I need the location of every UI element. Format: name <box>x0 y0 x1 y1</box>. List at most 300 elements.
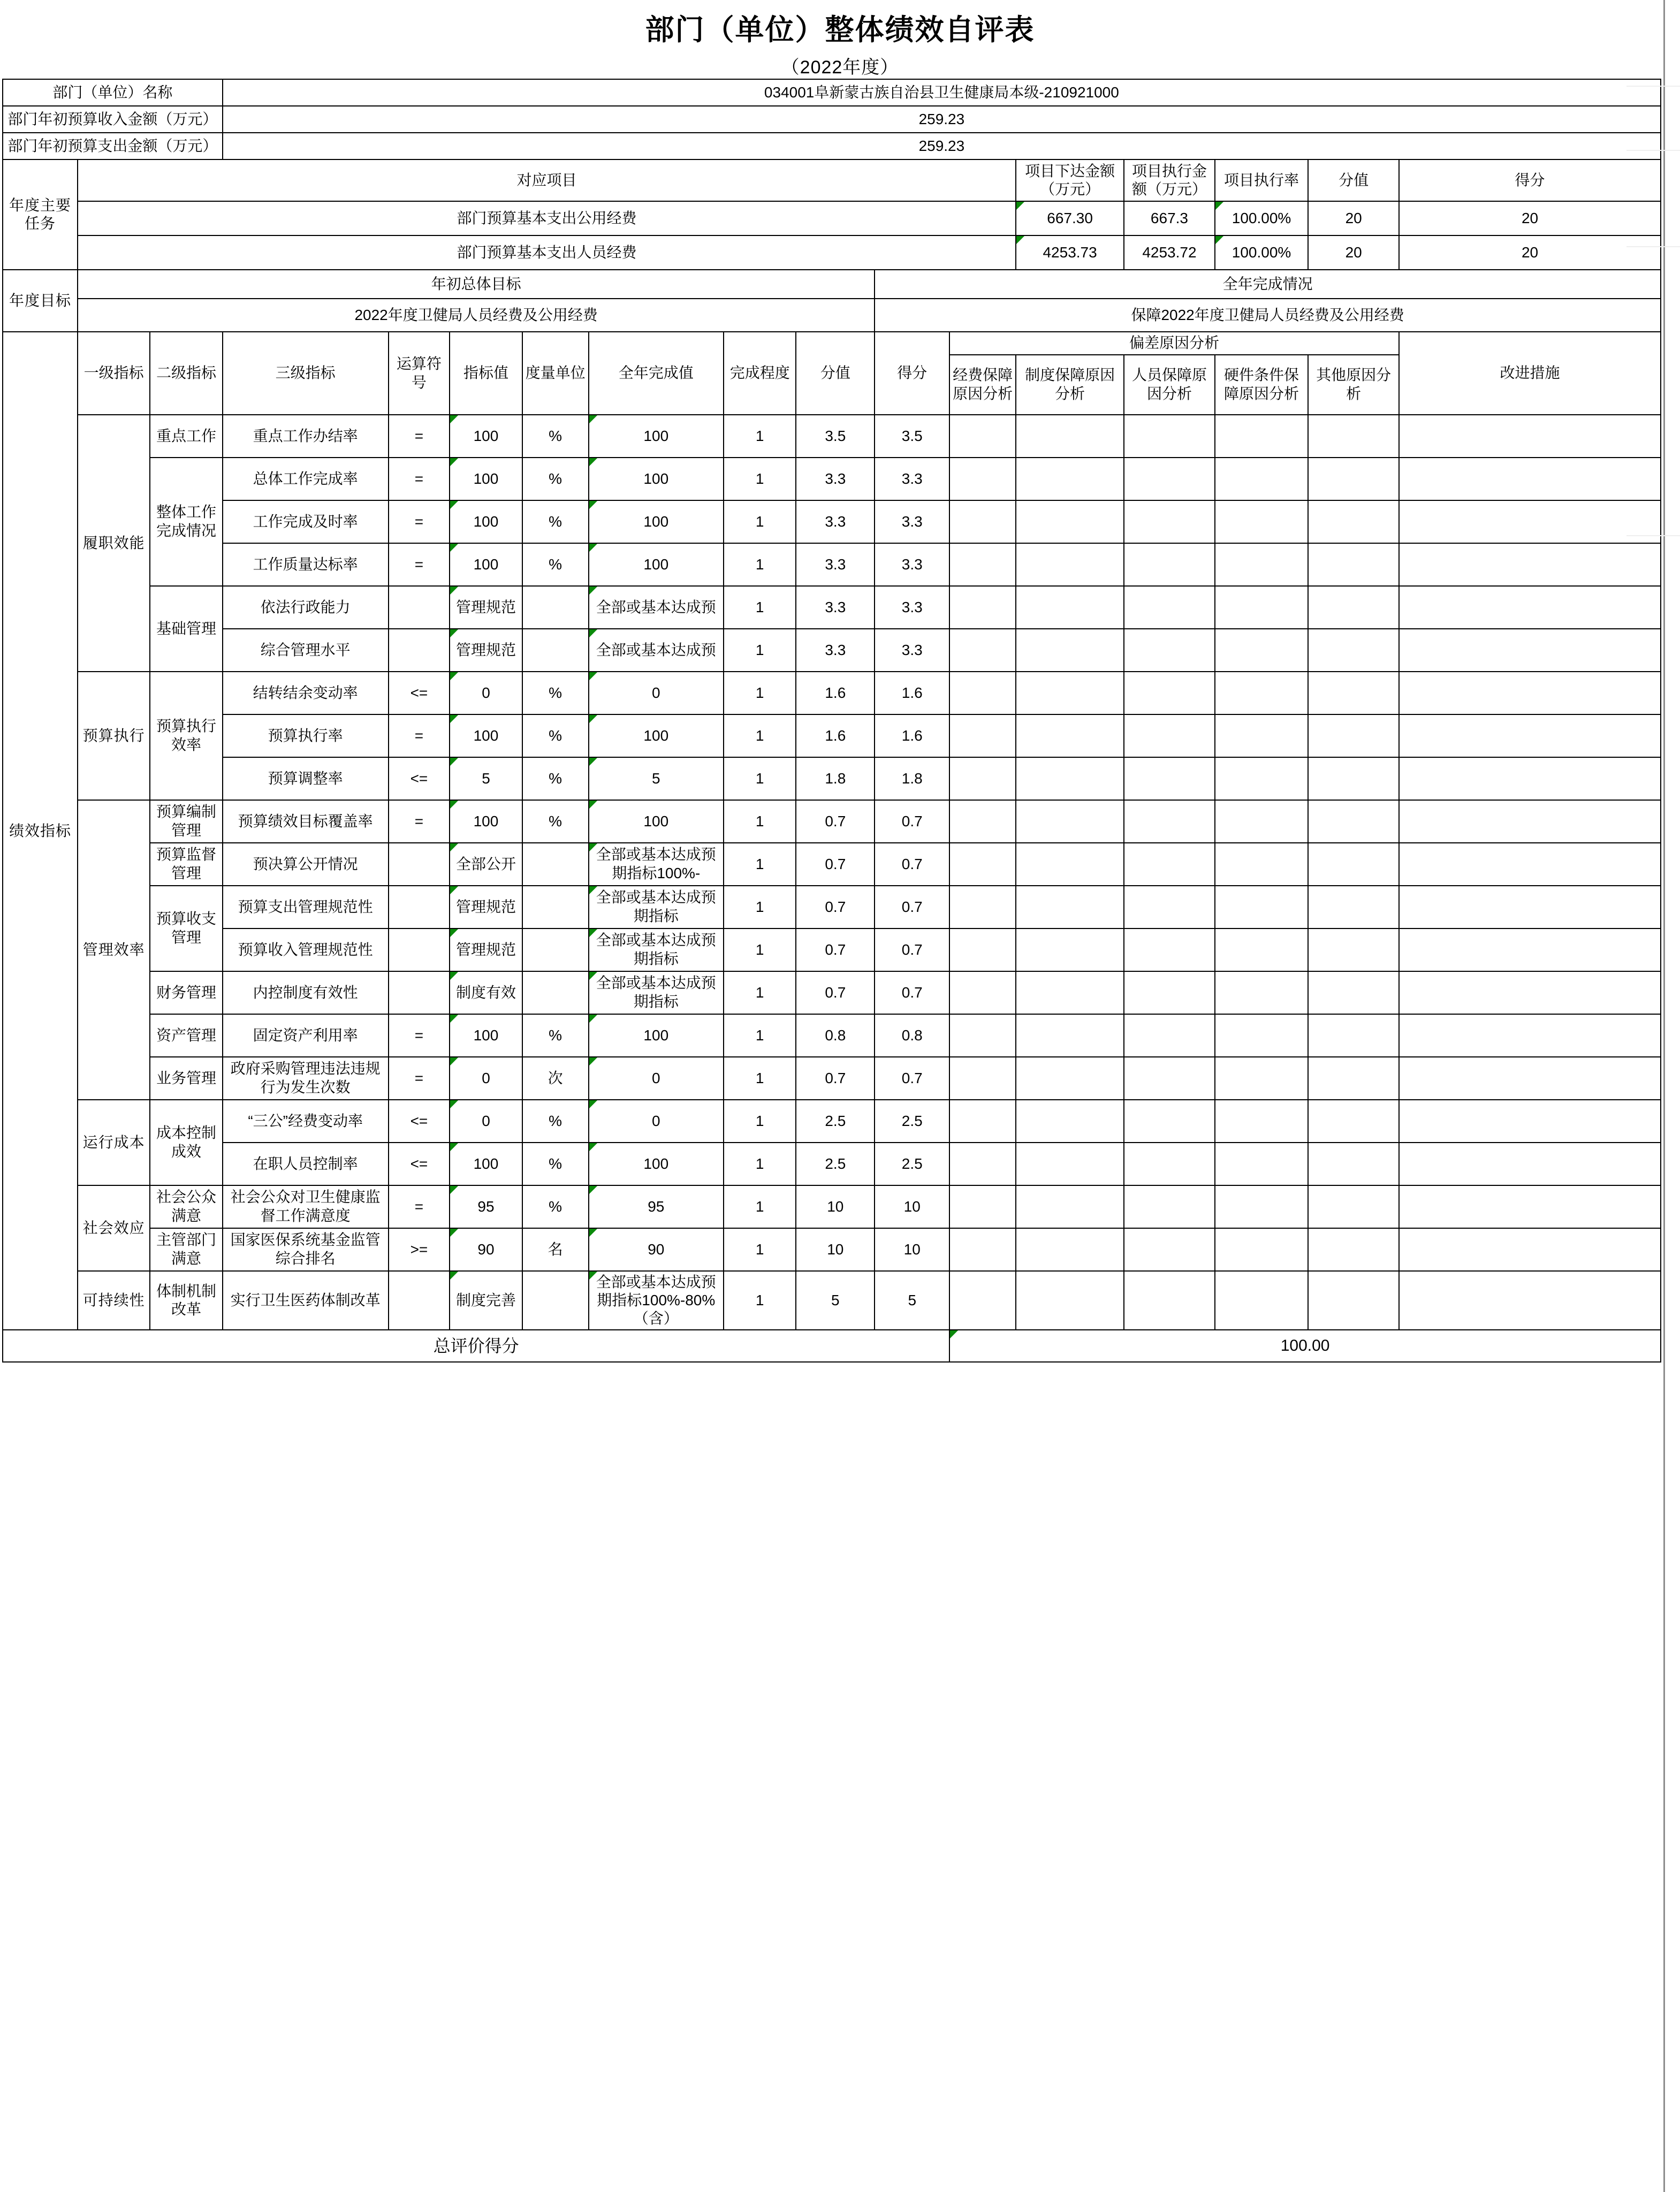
indicator-completion-degree: 1 <box>724 586 796 629</box>
indicator-score: 3.3 <box>875 629 949 672</box>
indicator-unit: % <box>522 1100 589 1143</box>
indicator-actual-value: 0 <box>589 672 724 714</box>
indicator-operator: <= <box>389 757 450 800</box>
indicator-header-target: 指标值 <box>450 332 522 414</box>
indicator-deviation-funding <box>949 1014 1016 1057</box>
indicator-deviation-funding <box>949 500 1016 543</box>
indicator-deviation-personnel <box>1124 1271 1215 1330</box>
table-row <box>3 672 1661 714</box>
indicator-level2: 主管部门满意 <box>150 1228 222 1271</box>
indicator-score: 2.5 <box>875 1143 949 1185</box>
indicator-level1: 运行成本 <box>78 1100 150 1185</box>
indicator-target-value: 100 <box>450 1014 522 1057</box>
indicator-level3: 实行卫生医药体制改革 <box>223 1271 389 1330</box>
indicator-deviation-other <box>1308 971 1399 1014</box>
table-row <box>3 886 1661 928</box>
annual-task-executed-amount: 667.3 <box>1124 201 1215 235</box>
indicator-deviation-hardware <box>1215 971 1308 1014</box>
indicator-operator: = <box>389 800 450 843</box>
indicator-level1: 管理效率 <box>78 800 150 1100</box>
indicator-level3: 预算绩效目标覆盖率 <box>223 800 389 843</box>
annual-tasks-row-label: 年度主要任务 <box>3 159 78 270</box>
indicator-target-value: 100 <box>450 458 522 500</box>
indicator-weight: 10 <box>796 1228 875 1271</box>
indicator-deviation-other <box>1308 714 1399 757</box>
indicator-improvement <box>1399 1057 1661 1100</box>
indicator-deviation-hardware <box>1215 458 1308 500</box>
table-row <box>3 332 1661 354</box>
indicator-target-value: 0 <box>450 1100 522 1143</box>
indicator-deviation-other <box>1308 843 1399 886</box>
indicator-level2: 预算收支管理 <box>150 886 222 971</box>
indicator-score: 10 <box>875 1185 949 1228</box>
indicator-deviation-hardware <box>1215 928 1308 971</box>
indicator-deviation-hardware <box>1215 1185 1308 1228</box>
indicator-deviation-other <box>1308 543 1399 586</box>
indicator-weight: 0.7 <box>796 843 875 886</box>
info-label-0: 部门（单位）名称 <box>3 79 223 106</box>
indicator-level2: 基础管理 <box>150 586 222 672</box>
indicator-deviation-system <box>1016 500 1124 543</box>
indicator-header-deviation-hardware: 硬件条件保障原因分析 <box>1215 355 1308 415</box>
indicator-weight: 0.8 <box>796 1014 875 1057</box>
indicator-completion-degree: 1 <box>724 458 796 500</box>
indicator-score: 0.7 <box>875 886 949 928</box>
indicator-deviation-personnel <box>1124 458 1215 500</box>
info-label-2: 部门年初预算支出金额（万元） <box>3 133 223 159</box>
info-value-1: 259.23 <box>223 106 1661 133</box>
indicator-unit: 次 <box>522 1057 589 1100</box>
indicator-score: 1.6 <box>875 714 949 757</box>
indicator-unit: % <box>522 757 589 800</box>
indicator-deviation-funding <box>949 928 1016 971</box>
table-row <box>3 586 1661 629</box>
indicator-header-deviation-group: 偏差原因分析 <box>949 332 1399 354</box>
indicator-completion-degree: 1 <box>724 543 796 586</box>
annual-task-executed-amount: 4253.72 <box>1124 235 1215 270</box>
indicator-score: 1.8 <box>875 757 949 800</box>
indicator-deviation-hardware <box>1215 1271 1308 1330</box>
indicator-level3: 预算收入管理规范性 <box>223 928 389 971</box>
indicator-operator <box>389 971 450 1014</box>
indicator-level3: 总体工作完成率 <box>223 458 389 500</box>
indicator-deviation-system <box>1016 843 1124 886</box>
indicator-completion-degree: 1 <box>724 1014 796 1057</box>
indicator-deviation-system <box>1016 1014 1124 1057</box>
indicator-unit <box>522 928 589 971</box>
indicator-header-weight: 分值 <box>796 332 875 414</box>
indicator-operator <box>389 629 450 672</box>
indicator-target-value: 100 <box>450 500 522 543</box>
annual-goals-row-label: 年度目标 <box>3 270 78 332</box>
indicator-level3: 内控制度有效性 <box>223 971 389 1014</box>
indicator-improvement <box>1399 1228 1661 1271</box>
indicator-level3: 预算调整率 <box>223 757 389 800</box>
indicator-deviation-system <box>1016 1228 1124 1271</box>
indicators-row-label: 绩效指标 <box>3 332 78 1330</box>
indicator-header-level2: 二级指标 <box>150 332 222 414</box>
indicator-header-level3: 三级指标 <box>223 332 389 414</box>
table-row <box>3 757 1661 800</box>
indicator-score: 0.7 <box>875 928 949 971</box>
indicator-deviation-system <box>1016 1057 1124 1100</box>
indicator-deviation-personnel <box>1124 757 1215 800</box>
indicator-deviation-other <box>1308 1100 1399 1143</box>
table-row <box>3 500 1661 543</box>
table-row <box>3 79 1661 106</box>
indicator-deviation-personnel <box>1124 928 1215 971</box>
indicator-score: 0.7 <box>875 800 949 843</box>
indicator-deviation-personnel <box>1124 971 1215 1014</box>
annual-tasks-weight-header: 分值 <box>1308 159 1399 201</box>
indicator-weight: 0.7 <box>796 928 875 971</box>
indicator-improvement <box>1399 714 1661 757</box>
indicator-unit <box>522 586 589 629</box>
indicator-operator <box>389 843 450 886</box>
indicator-deviation-hardware <box>1215 543 1308 586</box>
indicator-deviation-hardware <box>1215 800 1308 843</box>
indicator-level2: 业务管理 <box>150 1057 222 1100</box>
indicator-deviation-system <box>1016 714 1124 757</box>
indicator-weight: 3.3 <box>796 629 875 672</box>
table-row <box>3 1057 1661 1100</box>
indicator-deviation-system <box>1016 886 1124 928</box>
indicator-improvement <box>1399 415 1661 458</box>
indicator-weight: 3.3 <box>796 586 875 629</box>
indicator-deviation-hardware <box>1215 886 1308 928</box>
indicator-score: 10 <box>875 1228 949 1271</box>
indicator-deviation-personnel <box>1124 1057 1215 1100</box>
performance-self-evaluation-table <box>2 79 1661 1363</box>
annual-task-execution-rate: 100.00% <box>1215 235 1308 270</box>
annual-tasks-executed-header: 项目执行金额（万元） <box>1124 159 1215 201</box>
indicator-header-deviation-other: 其他原因分析 <box>1308 355 1399 415</box>
indicator-deviation-personnel <box>1124 886 1215 928</box>
indicator-deviation-system <box>1016 971 1124 1014</box>
indicator-deviation-hardware <box>1215 672 1308 714</box>
indicator-score: 3.3 <box>875 543 949 586</box>
edge-grid-line <box>1626 535 1680 536</box>
annual-goals-completion-header: 全年完成情况 <box>875 270 1661 299</box>
indicator-unit: % <box>522 1185 589 1228</box>
indicator-completion-degree: 1 <box>724 757 796 800</box>
indicator-operator <box>389 928 450 971</box>
indicator-deviation-other <box>1308 800 1399 843</box>
indicator-level3: 工作质量达标率 <box>223 543 389 586</box>
indicator-target-value: 100 <box>450 543 522 586</box>
indicator-level3: 依法行政能力 <box>223 586 389 629</box>
indicator-level2: 预算监督管理 <box>150 843 222 886</box>
indicator-improvement <box>1399 586 1661 629</box>
info-value-0: 034001阜新蒙古族自治县卫生健康局本级-210921000 <box>223 79 1661 106</box>
indicator-operator: = <box>389 1057 450 1100</box>
indicator-target-value: 100 <box>450 415 522 458</box>
indicator-deviation-other <box>1308 1057 1399 1100</box>
indicator-deviation-other <box>1308 629 1399 672</box>
indicator-weight: 0.7 <box>796 886 875 928</box>
indicator-target-value: 管理规范 <box>450 886 522 928</box>
indicator-improvement <box>1399 500 1661 543</box>
indicator-completion-degree: 1 <box>724 500 796 543</box>
indicator-operator: = <box>389 458 450 500</box>
table-row <box>3 928 1661 971</box>
indicator-actual-value: 100 <box>589 1014 724 1057</box>
indicator-score: 0.8 <box>875 1014 949 1057</box>
indicator-actual-value: 90 <box>589 1228 724 1271</box>
indicator-deviation-funding <box>949 1271 1016 1330</box>
indicator-operator <box>389 1271 450 1330</box>
indicator-level1: 预算执行 <box>78 672 150 800</box>
indicator-weight: 5 <box>796 1271 875 1330</box>
indicator-level3: 固定资产利用率 <box>223 1014 389 1057</box>
indicator-header-unit: 度量单位 <box>522 332 589 414</box>
indicator-header-deviation-personnel: 人员保障原因分析 <box>1124 355 1215 415</box>
annual-task-score: 20 <box>1399 235 1661 270</box>
indicator-weight: 3.3 <box>796 500 875 543</box>
indicator-deviation-other <box>1308 415 1399 458</box>
indicator-score: 2.5 <box>875 1100 949 1143</box>
indicator-deviation-hardware <box>1215 415 1308 458</box>
indicator-target-value: 100 <box>450 714 522 757</box>
indicator-deviation-personnel <box>1124 1228 1215 1271</box>
indicator-unit <box>522 843 589 886</box>
indicator-unit <box>522 886 589 928</box>
indicator-operator: <= <box>389 1100 450 1143</box>
indicator-deviation-funding <box>949 1143 1016 1185</box>
indicator-score: 3.3 <box>875 586 949 629</box>
indicator-operator <box>389 886 450 928</box>
indicator-level3: 重点工作办结率 <box>223 415 389 458</box>
indicator-level1: 社会效应 <box>78 1185 150 1271</box>
indicator-completion-degree: 1 <box>724 1185 796 1228</box>
table-row <box>3 1014 1661 1057</box>
annual-tasks-issued-header: 项目下达金额（万元） <box>1016 159 1124 201</box>
indicator-deviation-other <box>1308 1014 1399 1057</box>
indicator-deviation-system <box>1016 1271 1124 1330</box>
document-title-block <box>0 0 1680 79</box>
indicator-deviation-personnel <box>1124 1185 1215 1228</box>
indicator-improvement <box>1399 629 1661 672</box>
indicator-target-value: 100 <box>450 1143 522 1185</box>
table-row <box>3 270 1661 299</box>
indicator-deviation-funding <box>949 714 1016 757</box>
indicator-deviation-hardware <box>1215 1100 1308 1143</box>
indicator-level3: 在职人员控制率 <box>223 1143 389 1185</box>
indicator-level3: 国家医保系统基金监管综合排名 <box>223 1228 389 1271</box>
annual-goals-initial-value: 2022年度卫健局人员经费及公用经费 <box>78 299 875 332</box>
table-row <box>3 971 1661 1014</box>
indicator-deviation-funding <box>949 543 1016 586</box>
table-row <box>3 1228 1661 1271</box>
indicator-improvement <box>1399 971 1661 1014</box>
indicator-deviation-funding <box>949 1228 1016 1271</box>
indicator-score: 3.3 <box>875 458 949 500</box>
annual-tasks-score-header: 得分 <box>1399 159 1661 201</box>
indicator-deviation-system <box>1016 586 1124 629</box>
indicator-improvement <box>1399 1271 1661 1330</box>
indicator-deviation-funding <box>949 458 1016 500</box>
indicator-actual-value: 100 <box>589 415 724 458</box>
indicator-deviation-system <box>1016 629 1124 672</box>
indicator-deviation-personnel <box>1124 586 1215 629</box>
indicator-deviation-other <box>1308 757 1399 800</box>
indicator-score: 0.7 <box>875 1057 949 1100</box>
indicator-unit: 名 <box>522 1228 589 1271</box>
indicator-target-value: 0 <box>450 1057 522 1100</box>
indicator-unit: % <box>522 458 589 500</box>
indicator-target-value: 管理规范 <box>450 629 522 672</box>
indicator-deviation-funding <box>949 672 1016 714</box>
indicator-level3: 结转结余变动率 <box>223 672 389 714</box>
indicator-target-value: 全部公开 <box>450 843 522 886</box>
annual-task-execution-rate: 100.00% <box>1215 201 1308 235</box>
indicator-actual-value: 100 <box>589 500 724 543</box>
table-row <box>3 1185 1661 1228</box>
indicator-unit <box>522 971 589 1014</box>
indicator-unit <box>522 629 589 672</box>
indicator-deviation-system <box>1016 928 1124 971</box>
table-row <box>3 415 1661 458</box>
total-score-label: 总评价得分 <box>3 1330 949 1362</box>
indicator-deviation-hardware <box>1215 1014 1308 1057</box>
indicator-level3: 工作完成及时率 <box>223 500 389 543</box>
indicator-improvement <box>1399 1143 1661 1185</box>
indicator-deviation-personnel <box>1124 1100 1215 1143</box>
indicator-deviation-other <box>1308 1143 1399 1185</box>
indicator-deviation-system <box>1016 458 1124 500</box>
indicator-unit <box>522 1271 589 1330</box>
indicator-improvement <box>1399 1014 1661 1057</box>
indicator-deviation-system <box>1016 800 1124 843</box>
indicator-header-completion: 完成程度 <box>724 332 796 414</box>
indicator-weight: 1.6 <box>796 714 875 757</box>
indicator-completion-degree: 1 <box>724 928 796 971</box>
indicator-deviation-other <box>1308 1228 1399 1271</box>
indicator-improvement <box>1399 1100 1661 1143</box>
indicator-actual-value: 全部或基本达成预 <box>589 586 724 629</box>
indicator-improvement <box>1399 458 1661 500</box>
indicator-deviation-hardware <box>1215 757 1308 800</box>
indicator-deviation-other <box>1308 928 1399 971</box>
annual-task-issued-amount: 4253.73 <box>1016 235 1124 270</box>
indicator-header-score: 得分 <box>875 332 949 414</box>
indicator-level1: 履职效能 <box>78 415 150 672</box>
annual-tasks-project-header: 对应项目 <box>78 159 1016 201</box>
indicator-weight: 2.5 <box>796 1100 875 1143</box>
indicator-operator: = <box>389 1014 450 1057</box>
indicator-deviation-hardware <box>1215 1143 1308 1185</box>
indicator-deviation-funding <box>949 1185 1016 1228</box>
indicator-operator: = <box>389 500 450 543</box>
indicator-improvement <box>1399 800 1661 843</box>
annual-task-score: 20 <box>1399 201 1661 235</box>
indicator-unit: % <box>522 800 589 843</box>
indicator-level2: 社会公众满意 <box>150 1185 222 1228</box>
indicator-weight: 0.7 <box>796 800 875 843</box>
indicator-level3: 预算支出管理规范性 <box>223 886 389 928</box>
indicator-unit: % <box>522 543 589 586</box>
page-subtitle: （2022年度） <box>781 57 899 78</box>
indicator-level2: 预算执行效率 <box>150 672 222 800</box>
total-score-value: 100.00 <box>949 1330 1661 1362</box>
indicator-operator: <= <box>389 1143 450 1185</box>
table-row <box>3 1330 1661 1362</box>
indicator-weight: 1.8 <box>796 757 875 800</box>
indicator-level2: 重点工作 <box>150 415 222 458</box>
indicator-level3: 预算执行率 <box>223 714 389 757</box>
indicator-completion-degree: 1 <box>724 1100 796 1143</box>
indicator-actual-value: 全部或基本达成预期指标 <box>589 971 724 1014</box>
indicator-deviation-system <box>1016 757 1124 800</box>
indicator-level2: 整体工作完成情况 <box>150 458 222 586</box>
table-row <box>3 458 1661 500</box>
info-value-2: 259.23 <box>223 133 1661 159</box>
indicator-deviation-personnel <box>1124 672 1215 714</box>
table-row <box>3 843 1661 886</box>
indicator-deviation-system <box>1016 1143 1124 1185</box>
indicator-deviation-hardware <box>1215 586 1308 629</box>
indicator-level2: 财务管理 <box>150 971 222 1014</box>
indicator-header-actual: 全年完成值 <box>589 332 724 414</box>
info-label-1: 部门年初预算收入金额（万元） <box>3 106 223 133</box>
indicator-deviation-personnel <box>1124 543 1215 586</box>
indicator-improvement <box>1399 543 1661 586</box>
indicator-deviation-personnel <box>1124 629 1215 672</box>
table-row <box>3 1143 1661 1185</box>
table-row <box>3 1271 1661 1330</box>
indicator-header-deviation-system: 制度保障原因分析 <box>1016 355 1124 415</box>
indicator-actual-value: 95 <box>589 1185 724 1228</box>
indicator-deviation-funding <box>949 757 1016 800</box>
indicator-unit: % <box>522 415 589 458</box>
indicator-completion-degree: 1 <box>724 843 796 886</box>
indicator-deviation-other <box>1308 886 1399 928</box>
annual-task-weight: 20 <box>1308 201 1399 235</box>
annual-goals-completion-value: 保障2022年度卫健局人员经费及公用经费 <box>875 299 1661 332</box>
indicator-actual-value: 100 <box>589 800 724 843</box>
indicator-actual-value: 全部或基本达成预期指标 <box>589 928 724 971</box>
indicator-score: 3.5 <box>875 415 949 458</box>
indicator-deviation-other <box>1308 500 1399 543</box>
indicator-deviation-hardware <box>1215 843 1308 886</box>
table-row <box>3 800 1661 843</box>
indicator-target-value: 5 <box>450 757 522 800</box>
indicator-deviation-other <box>1308 1271 1399 1330</box>
indicator-actual-value: 100 <box>589 714 724 757</box>
table-row <box>3 133 1661 159</box>
table-row <box>3 235 1661 270</box>
indicator-target-value: 0 <box>450 672 522 714</box>
indicator-target-value: 制度有效 <box>450 971 522 1014</box>
indicator-completion-degree: 1 <box>724 1143 796 1185</box>
indicator-weight: 3.3 <box>796 458 875 500</box>
indicator-level2: 成本控制成效 <box>150 1100 222 1185</box>
indicator-weight: 3.3 <box>796 543 875 586</box>
indicator-deviation-other <box>1308 1185 1399 1228</box>
indicator-completion-degree: 1 <box>724 1057 796 1100</box>
indicator-unit: % <box>522 672 589 714</box>
indicator-deviation-other <box>1308 672 1399 714</box>
indicator-actual-value: 全部或基本达成预期指标 <box>589 886 724 928</box>
indicator-actual-value: 100 <box>589 458 724 500</box>
indicator-target-value: 100 <box>450 800 522 843</box>
indicator-deviation-personnel <box>1124 1014 1215 1057</box>
indicator-weight: 1.6 <box>796 672 875 714</box>
table-row <box>3 543 1661 586</box>
indicator-weight: 10 <box>796 1185 875 1228</box>
indicator-deviation-personnel <box>1124 500 1215 543</box>
indicator-completion-degree: 1 <box>724 1271 796 1330</box>
